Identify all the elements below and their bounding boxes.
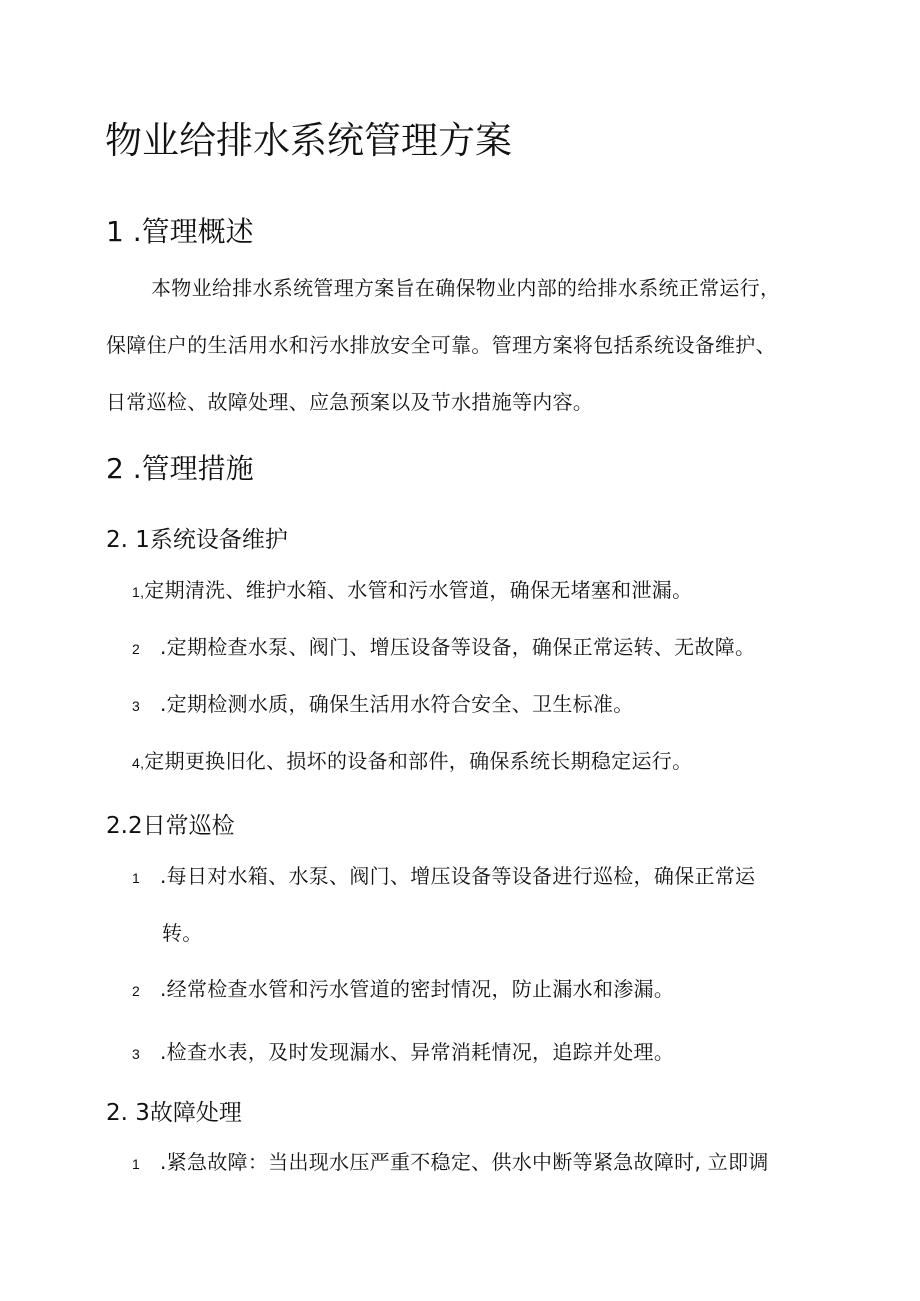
list-item-text: .经常检查水管和污水管道的密封情况，防止漏水和渗漏。 [160, 977, 675, 1001]
subsection-2-1-heading: 2. 1系统设备维护 [106, 527, 288, 553]
list-item-number: 4, [132, 755, 145, 771]
list-item-text: .定期检查水泵、阀门、增压设备等设备，确保正常运转、无故障。 [160, 635, 756, 659]
list-item-text: .检查水表，及时发现漏水、异常消耗情况，追踪并处理。 [160, 1040, 675, 1064]
section-2-heading: 2 .管理措施 [106, 452, 254, 485]
section-1-paragraph-line-1: 本物业给排水系统管理方案旨在确保物业内部的给排水系统正常运行， [151, 276, 781, 300]
list-item [132, 745, 692, 774]
list-item-text: .定期检测水质，确保生活用水符合安全、卫生标准。 [160, 692, 634, 716]
list-item-number: 1, [132, 584, 145, 600]
list-item [132, 688, 634, 717]
subsection-2-2-heading: 2.2日常巡检 [106, 813, 235, 839]
list-item-text: .每日对水箱、水泵、阀门、增压设备等设备进行巡检，确保正常运 [160, 864, 756, 888]
section-1-heading: 1 .管理概述 [106, 215, 254, 248]
list-item-text: 定期清洗、维护水箱、水管和污水管道，确保无堵塞和泄漏。 [144, 578, 693, 602]
list-item-number: 2 [132, 983, 141, 999]
document-title: 物业给排水系统管理方案 [105, 119, 512, 162]
list-item-text: 定期更换旧化、损坏的设备和部件，确保系统长期稳定运行。 [144, 749, 693, 773]
section-1-paragraph-line-3: 日常巡检、故障处理、应急预案以及节水措施等内容。 [106, 390, 594, 414]
list-item-text: .紧急故障：当出现水压严重不稳定、供水中断等紧急故障时, 立即调 [160, 1150, 769, 1174]
list-item-number: 3 [132, 1046, 141, 1062]
list-item [132, 973, 674, 1002]
list-item-number: 1 [132, 1156, 141, 1172]
list-item-number: 3 [132, 698, 141, 714]
list-item-number: 1 [132, 870, 141, 886]
list-item-continuation: 转。 [162, 921, 203, 945]
list-item-number: 2 [132, 641, 141, 657]
list-item [132, 631, 755, 660]
list-item [132, 860, 755, 889]
section-1-paragraph-line-2: 保障住户的生活用水和污水排放安全可靠。管理方案将包括系统设备维护、 [106, 333, 776, 357]
subsection-2-3-heading: 2. 3故障处理 [106, 1100, 242, 1126]
list-item [132, 574, 692, 603]
list-item [132, 1146, 769, 1175]
list-item [132, 1036, 674, 1065]
